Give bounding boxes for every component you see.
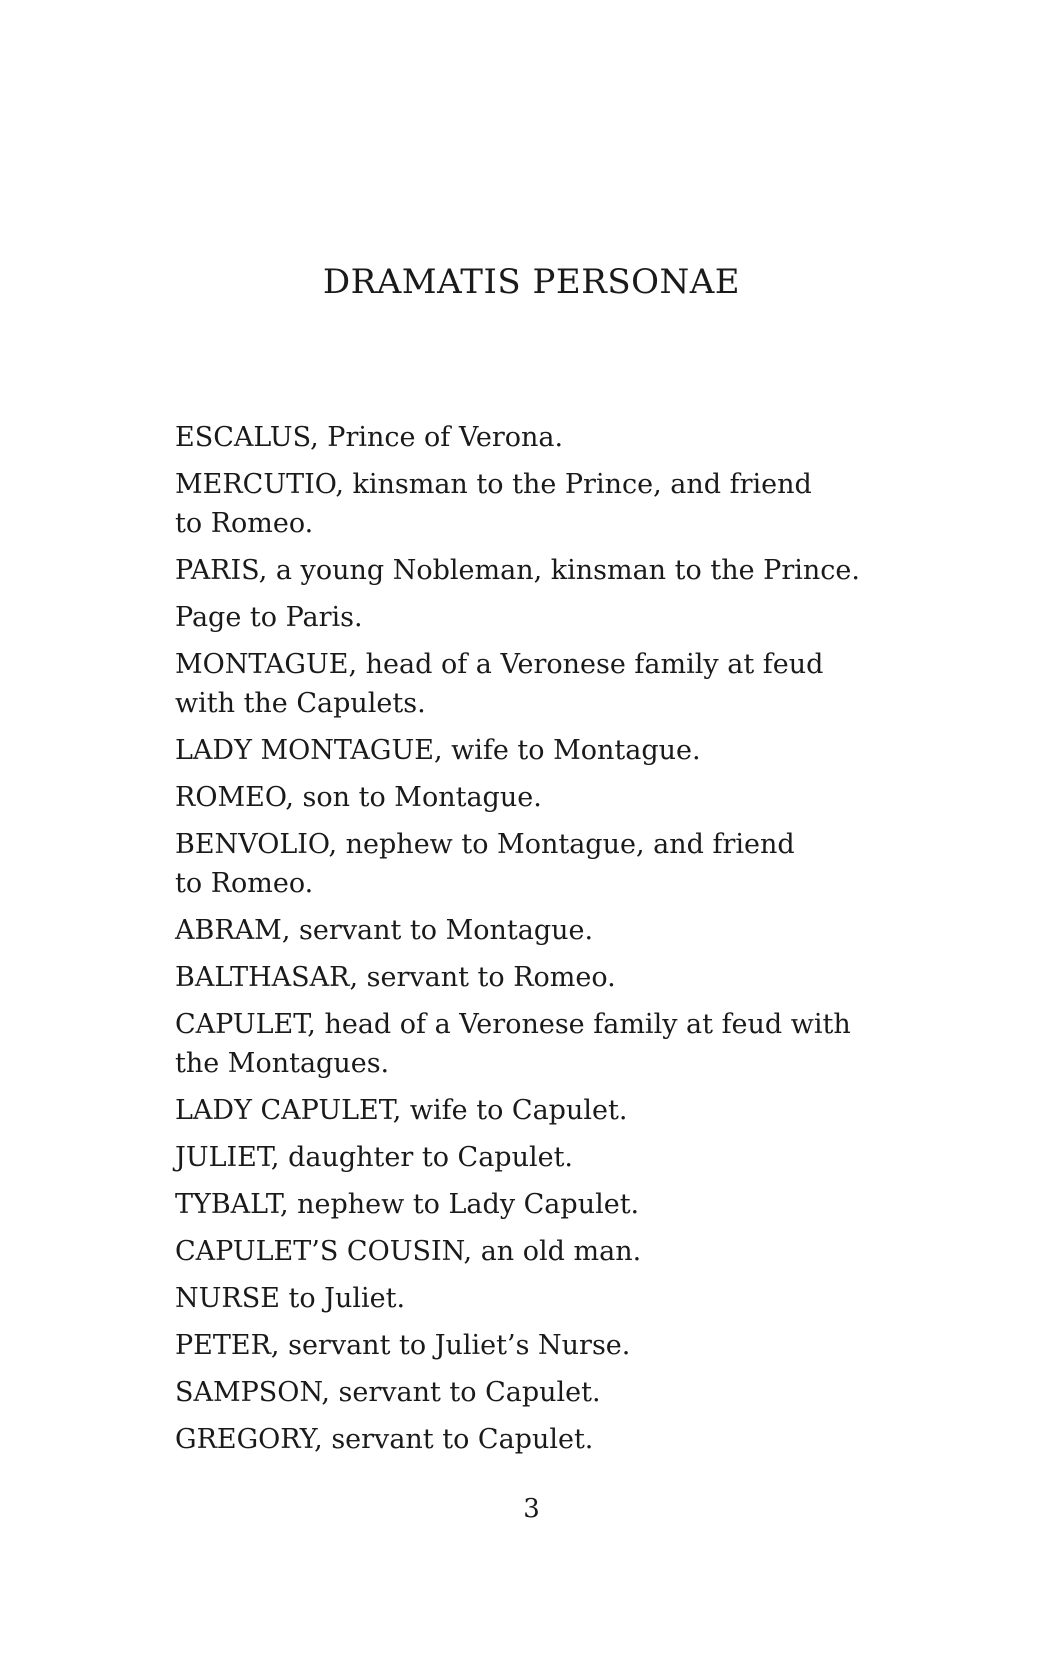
cast-entry-line: MERCUTIO, kinsman to the Prince, and friend [175, 469, 812, 500]
cast-entry [175, 911, 895, 950]
cast-entry [175, 1138, 895, 1177]
cast-list [175, 418, 895, 1467]
cast-entry-line: LADY CAPULET, wife to Capulet. [175, 1095, 628, 1126]
cast-entry [175, 1232, 895, 1271]
cast-entry-line: BENVOLIO, nephew to Montague, and friend [175, 829, 795, 860]
cast-entry-continuation: the Montagues. [175, 1048, 390, 1079]
cast-entry [175, 598, 895, 637]
cast-entry-continuation: to Romeo. [175, 868, 314, 899]
cast-entry-line: PARIS, a young Nobleman, kinsman to the Prince. [175, 555, 860, 586]
cast-entry-line: LADY MONTAGUE, wife to Montague. [175, 735, 701, 766]
cast-entry [175, 1091, 895, 1130]
cast-entry-line: SAMPSON, servant to Capulet. [175, 1377, 601, 1408]
cast-entry-continuation: to Romeo. [175, 508, 314, 539]
cast-entry-line: GREGORY, servant to Capulet. [175, 1424, 594, 1455]
cast-entry [175, 465, 895, 543]
cast-entry [175, 731, 895, 770]
cast-entry [175, 645, 895, 723]
cast-entry-line: CAPULET, head of a Veronese family at feud with [175, 1009, 851, 1040]
cast-entry [175, 1326, 895, 1365]
cast-entry-line: ESCALUS, Prince of Verona. [175, 422, 564, 453]
cast-entry-line: CAPULET’S COUSIN, an old man. [175, 1236, 642, 1267]
page-number: 3 [523, 1494, 540, 1524]
cast-entry [175, 1373, 895, 1412]
cast-entry-line: JULIET, daughter to Capulet. [175, 1142, 574, 1173]
cast-entry-line: Page to Paris. [175, 602, 363, 633]
cast-entry [175, 1279, 895, 1318]
cast-entry-line: PETER, servant to Juliet’s Nurse. [175, 1330, 631, 1361]
cast-entry [175, 1185, 895, 1224]
cast-entry-line: MONTAGUE, head of a Veronese family at feud [175, 649, 824, 680]
cast-entry-line: ABRAM, servant to Montague. [175, 915, 594, 946]
cast-entry [175, 1005, 895, 1083]
cast-entry-line: ROMEO, son to Montague. [175, 782, 542, 813]
cast-entry [175, 418, 895, 457]
cast-entry-line: NURSE to Juliet. [175, 1283, 406, 1314]
cast-entry-continuation: with the Capulets. [175, 688, 426, 719]
cast-entry-line: TYBALT, nephew to Lady Capulet. [175, 1189, 640, 1220]
cast-entry [175, 958, 895, 997]
cast-entry [175, 825, 895, 903]
cast-entry-line: BALTHASAR, servant to Romeo. [175, 962, 616, 993]
cast-entry [175, 1420, 895, 1459]
cast-entry [175, 551, 895, 590]
page-title: DRAMATIS PERSONAE [322, 262, 741, 302]
cast-entry [175, 778, 895, 817]
